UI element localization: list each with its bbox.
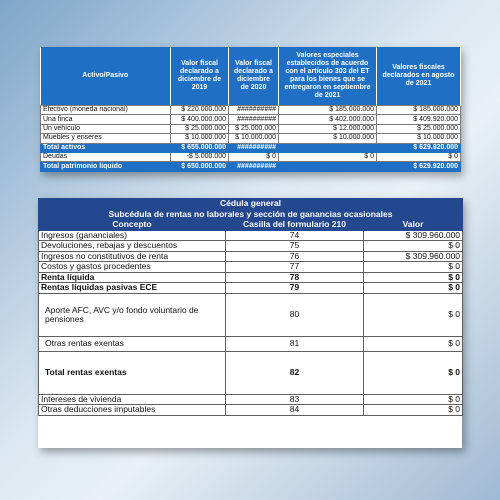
table-row <box>39 230 463 241</box>
concepto-cell: Intereses de vivienda <box>39 394 226 405</box>
table-row <box>41 152 461 161</box>
valor-cell: $ 0 <box>364 241 463 252</box>
valor-cell: $ 0 <box>364 351 463 394</box>
valor-cell: $ 0 <box>364 272 463 283</box>
table-row <box>39 241 463 252</box>
valor-cell: $ 0 <box>364 336 463 351</box>
concepto-cell: Ingresos (gananciales) <box>39 230 226 241</box>
header-valor: Valor <box>364 220 463 231</box>
cell-especial: $ 12.000.000 <box>279 124 377 133</box>
row-label: Una finca <box>41 115 171 124</box>
row-label: Deudas <box>41 152 171 161</box>
row-label: Muebles y enseres <box>41 134 171 143</box>
row-label: Efectivo (moneda nacional) <box>41 106 171 115</box>
total-activos-row <box>41 143 461 152</box>
row-label: Total patrimonio líquido <box>41 162 171 171</box>
cedula-title: Cédula general <box>39 199 463 210</box>
cell-agosto: $ 629.920.000 <box>377 143 461 152</box>
cell-especial: $ 10.000.000 <box>279 134 377 143</box>
casilla-cell: 81 <box>226 336 364 351</box>
cell-2020: $ 25.000.000 <box>229 124 279 133</box>
casilla-cell: 79 <box>226 283 364 294</box>
cell-2019: $ 10.000.000 <box>171 134 229 143</box>
cedula-general-sheet <box>38 198 462 448</box>
cedula-title-row <box>39 199 463 210</box>
table-row <box>39 336 463 351</box>
casilla-cell: 84 <box>226 405 364 416</box>
concepto-cell: Devoluciones, rebajas y descuentos <box>39 241 226 252</box>
concepto-cell: Otras deducciones imputables <box>39 405 226 416</box>
patrimonio-table <box>40 47 461 172</box>
cell-agosto: $ 25.000.000 <box>377 124 461 133</box>
concepto-cell: Rentas líquidas pasivas ECE <box>39 283 226 294</box>
cell-2020: $ 10.000.000 <box>229 134 279 143</box>
cell-2020: ########## <box>229 143 279 152</box>
table-row <box>39 272 463 283</box>
row-label: Un vehículo <box>41 124 171 133</box>
header-valores-agosto-2021: Valores fiscales declarados en agosto de 2021 <box>377 47 461 106</box>
cell-2019: $ 25.000.000 <box>171 124 229 133</box>
concepto-cell: Otras rentas exentas <box>39 336 226 351</box>
patrimonio-sheet <box>40 47 460 172</box>
table-row <box>39 283 463 294</box>
valor-cell: $ 0 <box>364 283 463 294</box>
casilla-cell: 77 <box>226 262 364 273</box>
table-row <box>39 262 463 273</box>
table-row <box>39 405 463 416</box>
casilla-cell: 74 <box>226 230 364 241</box>
table-row <box>41 106 461 115</box>
valor-cell: $ 0 <box>364 293 463 336</box>
cell-especial: $ 185.000.000 <box>279 106 377 115</box>
valor-cell: $ 309.960.000 <box>364 230 463 241</box>
casilla-cell: 75 <box>226 241 364 252</box>
header-concepto: Concepto <box>39 220 226 231</box>
table-row <box>39 251 463 262</box>
casilla-cell: 80 <box>226 293 364 336</box>
valor-cell: $ 309.960.000 <box>364 251 463 262</box>
cell-2019: $ 220.000.000 <box>171 106 229 115</box>
cell-agosto: $ 629.920.000 <box>377 162 461 171</box>
cedula-subtitle-row <box>39 209 463 220</box>
concepto-cell: Aporte AFC, AVC y/o fondo voluntario de pensiones <box>39 293 226 336</box>
cell-2020: ########## <box>229 106 279 115</box>
header-casilla: Casilla del formulario 210 <box>226 220 364 231</box>
casilla-cell: 82 <box>226 351 364 394</box>
cell-especial: $ 0 <box>279 152 377 161</box>
cell-agosto: $ 409.920.000 <box>377 115 461 124</box>
cell-2019: $ 650.000.000 <box>171 162 229 171</box>
header-activo-pasivo: Activo/Pasivo <box>41 47 171 106</box>
casilla-cell: 76 <box>226 251 364 262</box>
concepto-cell: Total rentas exentas <box>39 351 226 394</box>
table-row <box>39 394 463 405</box>
cedula-subtitle: Subcédula de rentas no laborales y sección de ganancias ocasionales <box>39 209 463 220</box>
table-row <box>39 293 463 336</box>
cell-especial <box>279 143 377 152</box>
header-valores-especiales: Valores especiales establecidos de acuerdo con el artículo 303 del ET para los bienes que se entregaron en septiembre de 2021 <box>279 47 377 106</box>
cell-2020: ########## <box>229 115 279 124</box>
header-valor-2019: Valor fiscal declarado a diciembre de 2019 <box>171 47 229 106</box>
cell-agosto: $ 10.000.000 <box>377 134 461 143</box>
cell-2019: $ 400.000.000 <box>171 115 229 124</box>
valor-cell: $ 0 <box>364 262 463 273</box>
table-row <box>41 134 461 143</box>
concepto-cell: Costos y gastos procedentes <box>39 262 226 273</box>
cell-agosto: $ 185.000.000 <box>377 106 461 115</box>
valor-cell: $ 0 <box>364 394 463 405</box>
total-patrimonio-row <box>41 162 461 171</box>
concepto-cell: Renta líquida <box>39 272 226 283</box>
total-rentas-exentas-row <box>39 351 463 394</box>
cell-2019: -$ 5.000.000 <box>171 152 229 161</box>
header-valor-2020: Valor fiscal declarado a diciembre de 2020 <box>229 47 279 106</box>
cell-2020: $ 0 <box>229 152 279 161</box>
casilla-cell: 78 <box>226 272 364 283</box>
cell-2019: $ 655.000.000 <box>171 143 229 152</box>
valor-cell: $ 0 <box>364 405 463 416</box>
cedula-general-table <box>38 198 463 416</box>
cell-agosto: $ 0 <box>377 152 461 161</box>
casilla-cell: 83 <box>226 394 364 405</box>
row-label: Total activos <box>41 143 171 152</box>
table-row <box>41 115 461 124</box>
patrimonio-header-row <box>41 47 461 106</box>
table-row <box>41 124 461 133</box>
cell-2020: ########## <box>229 162 279 171</box>
concepto-cell: Ingresos no constitutivos de renta <box>39 251 226 262</box>
cell-especial: $ 402.000.000 <box>279 115 377 124</box>
cell-especial <box>279 162 377 171</box>
cedula-header-row <box>39 220 463 231</box>
